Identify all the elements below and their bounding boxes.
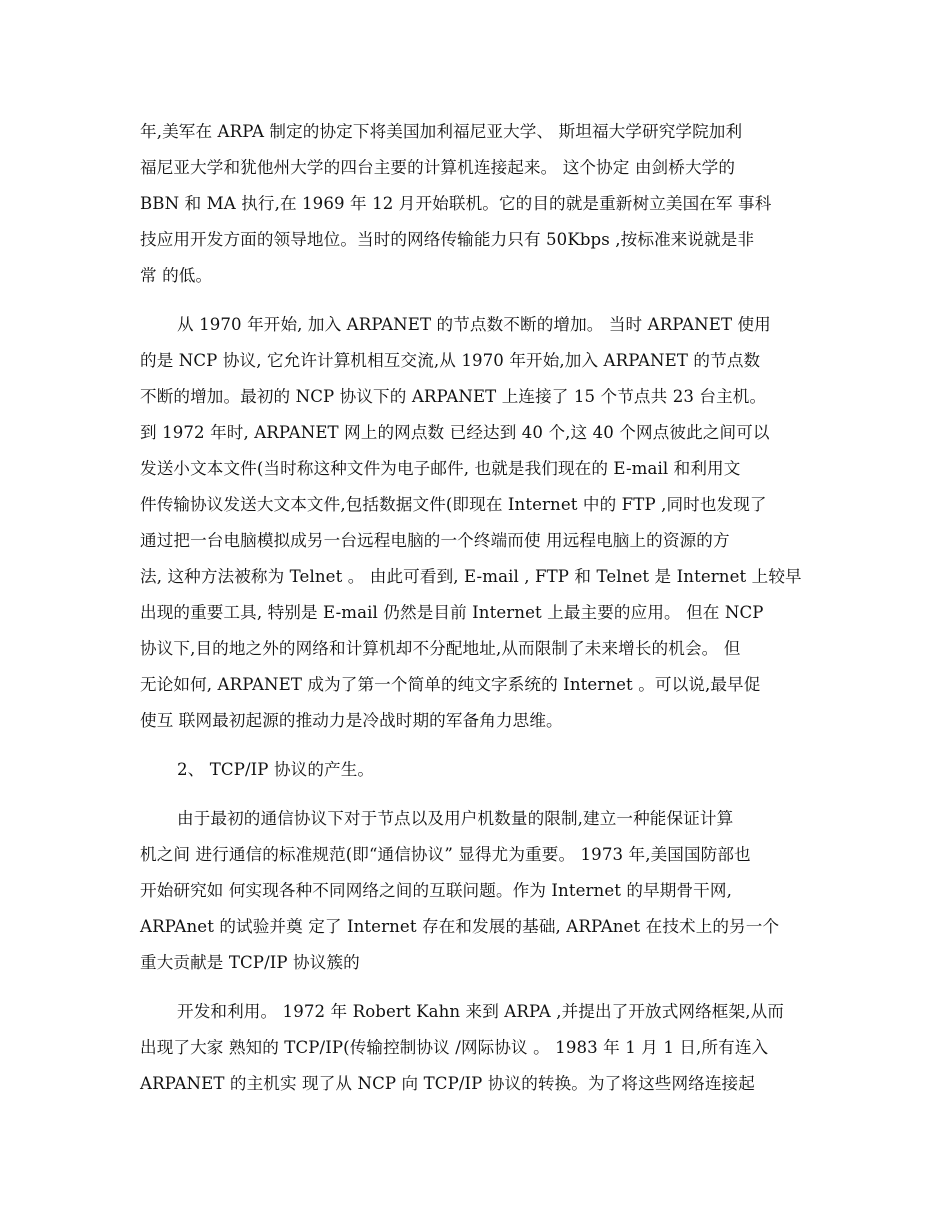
paragraph-line: 技应用开发方面的领导地位。当时的网络传输能力只有 50Kbps ,按标准来说就是非 <box>140 230 755 249</box>
paragraph-line: 出现了大家 熟知的 TCP/IP(传输控制协议 /网际协议 。 1983 年 1 月 1 日,所有连入 <box>140 1038 769 1057</box>
paragraph-line: 福尼亚大学和犹他州大学的四台主要的计算机连接起来。 这个协定 由剑桥大学的 <box>140 158 736 177</box>
paragraph-line: 的是 NCP 协议, 它允许计算机相互交流,从 1970 年开始,加入 ARPANET 的节点数 <box>140 351 761 370</box>
paragraph-line: 到 1972 年时, ARPANET 网上的网点数 已经达到 40 个,这 40 个网点彼此之间可以 <box>140 423 770 442</box>
paragraph-line: ARPANET 的主机实 现了从 NCP 向 TCP/IP 协议的转换。为了将这些网络连接起 <box>140 1074 755 1093</box>
paragraph-line: 开始研究如 何实现各种不同网络之间的互联问题。作为 Internet 的早期骨干网, <box>140 881 732 900</box>
paragraph-line: 发送小文本文件(当时称这种文件为电子邮件, 也就是我们现在的 E-mail 和利用文 <box>140 459 741 478</box>
paragraph-line: 从 1970 年开始, 加入 ARPANET 的节点数不断的增加。 当时 ARPANET 使用 <box>177 315 771 334</box>
paragraph-line: 常 的低。 <box>140 266 213 285</box>
paragraph-line: 机之间 进行通信的标准规范(即“通信协议” 显得尤为重要。 1973 年,美国国防部也 <box>140 845 751 864</box>
paragraph-line: 由于最初的通信协议下对于节点以及用户机数量的限制,建立一种能保证计算 <box>177 809 734 828</box>
paragraph-line: 年,美军在 ARPA 制定的协定下将美国加利福尼亚大学、 斯坦福大学研究学院加利 <box>140 122 743 141</box>
paragraph-line: ARPAnet 的试验并奠 定了 Internet 存在和发展的基础, ARPAnet 在技术上的另一个 <box>140 917 780 936</box>
paragraph-line: 开发和利用。 1972 年 Robert Kahn 来到 ARPA ,并提出了开放式网络框架,从而 <box>177 1002 784 1021</box>
paragraph-line: 件传输协议发送大文本文件,包括数据文件(即现在 Internet 中的 FTP ,同时也发现了 <box>140 495 767 514</box>
paragraph-line: 重大贡献是 TCP/IP 协议簇的 <box>140 953 360 972</box>
paragraph-line: BBN 和 MA 执行,在 1969 年 12 月开始联机。它的目的就是重新树立美国在军 事科 <box>140 194 772 213</box>
paragraph-line: 出现的重要工具, 特别是 E-mail 仍然是目前 Internet 上最主要的应用。 但在 NCP <box>140 603 764 622</box>
paragraph-line: 无论如何, ARPANET 成为了第一个简单的纯文字系统的 Internet 。可以说,最早促 <box>140 675 761 694</box>
paragraph-line: 协议下,目的地之外的网络和计算机却不分配地址,从而限制了未来增长的机会。 但 <box>140 639 741 658</box>
paragraph-line: 使互 联网最初起源的推动力是冷战时期的军备角力思维。 <box>140 711 563 730</box>
paragraph-line: 不断的增加。最初的 NCP 协议下的 ARPANET 上连接了 15 个节点共 23 台主机。 <box>140 387 767 406</box>
paragraph-line: 通过把一台电脑模拟成另一台远程电脑的一个终端而使 用远程电脑上的资源的方 <box>140 531 730 550</box>
paragraph-line: 法, 这种方法被称为 Telnet 。 由此可看到, E-mail , FTP 和 Telnet 是 Internet 上较早 <box>140 567 802 586</box>
section-heading: 2、 TCP/IP 协议的产生。 <box>177 760 375 779</box>
